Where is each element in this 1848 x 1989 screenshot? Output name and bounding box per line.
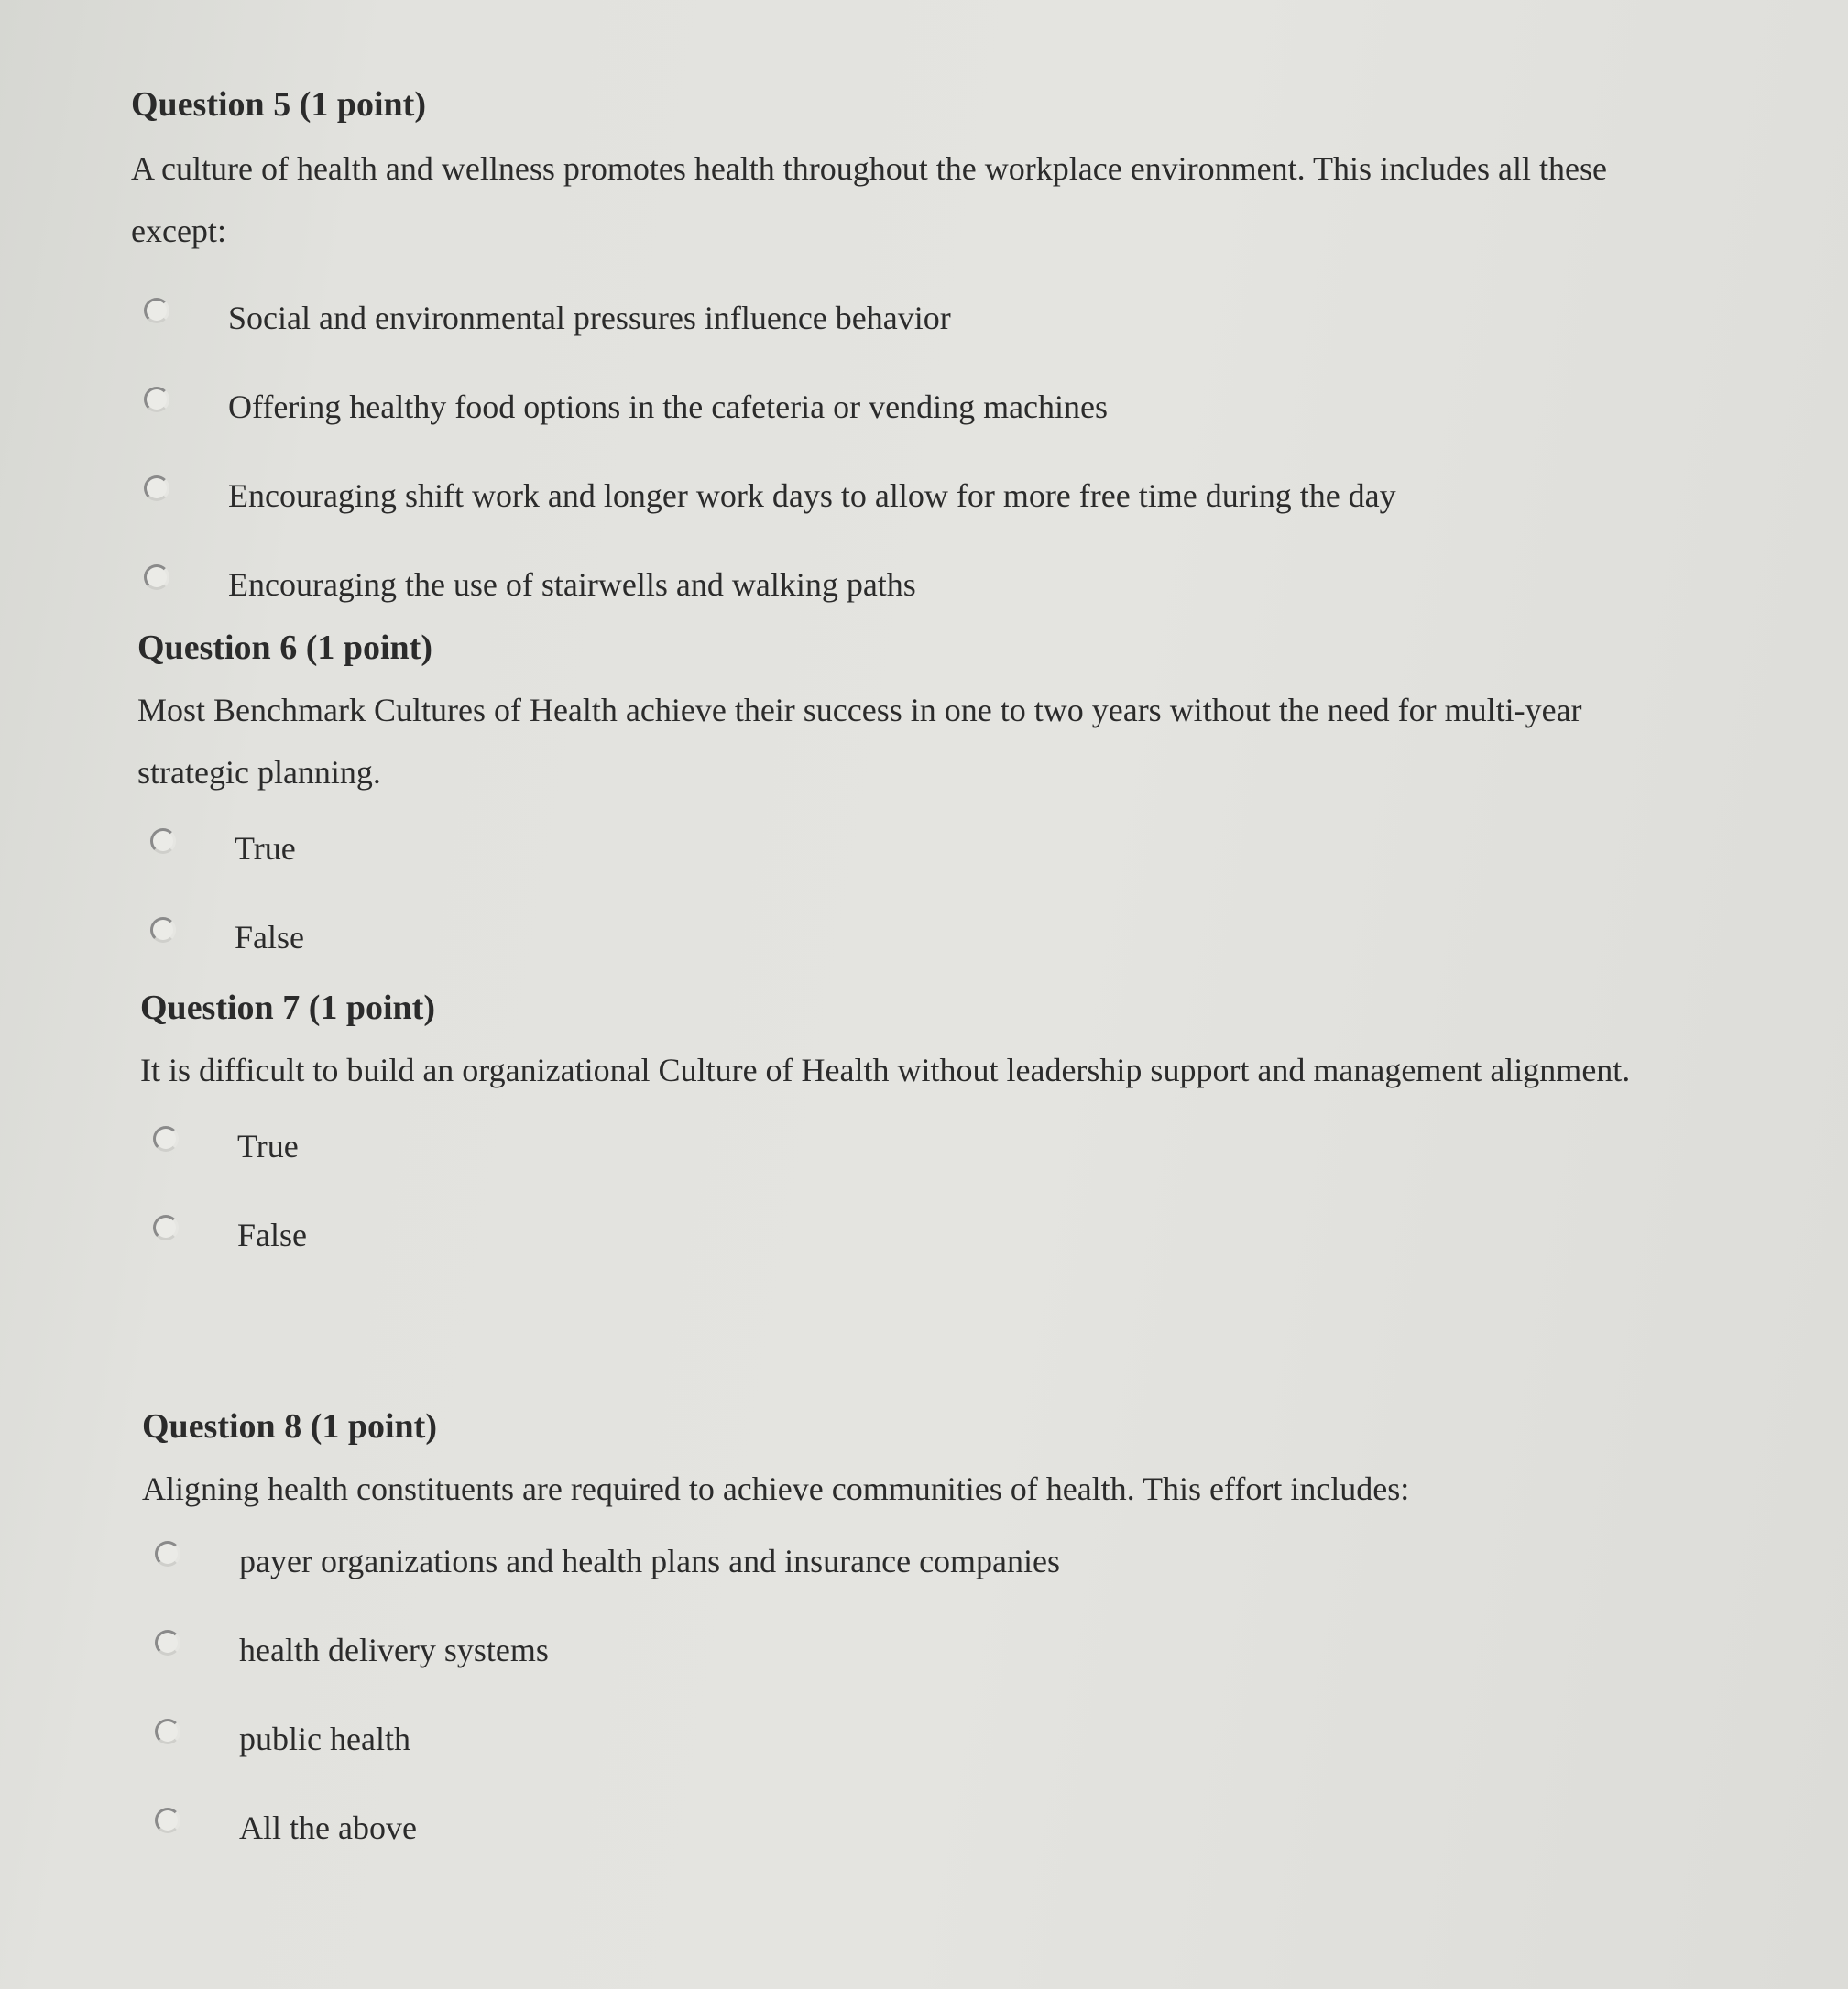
radio-button-icon[interactable] bbox=[150, 828, 176, 854]
radio-button-icon[interactable] bbox=[153, 1126, 179, 1152]
question-number: Question 8 bbox=[142, 1407, 302, 1446]
answer-option[interactable] bbox=[137, 803, 1695, 892]
option-label: False bbox=[237, 1216, 307, 1253]
option-label: False bbox=[235, 918, 304, 956]
option-label: Offering healthy food options in the cafeteria or vending machines bbox=[228, 388, 1109, 425]
question-heading bbox=[142, 1404, 1700, 1448]
question-points: (1 point) bbox=[310, 1407, 437, 1446]
question-heading bbox=[137, 626, 1695, 670]
option-label-start: Encouraging shift work and longer bbox=[228, 476, 696, 514]
question-text: It is difficult to build an organizational Culture of Health without leadership support and management alignment. bbox=[140, 1052, 1631, 1088]
option-label: True bbox=[235, 829, 296, 867]
radio-button-icon[interactable] bbox=[144, 475, 169, 501]
work-days-link[interactable]: work days bbox=[695, 476, 833, 514]
question-8 bbox=[142, 1404, 1700, 1872]
question-heading bbox=[131, 82, 1689, 126]
option-label: True bbox=[237, 1127, 299, 1164]
radio-button-icon[interactable] bbox=[155, 1719, 180, 1744]
answer-option[interactable] bbox=[142, 1605, 1700, 1694]
question-6 bbox=[137, 626, 1695, 981]
answer-option[interactable] bbox=[142, 1516, 1700, 1605]
answer-option[interactable] bbox=[140, 1190, 1698, 1279]
option-label: Social and environmental pressures influence behavior bbox=[228, 299, 951, 336]
option-label: All the above bbox=[239, 1809, 417, 1846]
option-label: payer organizations and health plans and insurance companies bbox=[239, 1542, 1061, 1579]
answer-option[interactable] bbox=[142, 1694, 1700, 1783]
question-text: Aligning health constituents are required to achieve communities of health. This effort includes: bbox=[142, 1470, 1410, 1507]
answer-option[interactable] bbox=[137, 892, 1695, 981]
question-5 bbox=[131, 82, 1689, 628]
question-number: Question 7 bbox=[140, 989, 301, 1027]
answer-option[interactable] bbox=[142, 1783, 1700, 1872]
question-points: (1 point) bbox=[305, 628, 432, 667]
answer-option[interactable] bbox=[131, 451, 1689, 540]
question-number: Question 5 bbox=[131, 85, 291, 124]
answer-option[interactable] bbox=[131, 273, 1689, 362]
answer-option[interactable] bbox=[131, 362, 1689, 451]
question-points: (1 point) bbox=[308, 989, 435, 1027]
radio-button-icon[interactable] bbox=[144, 387, 169, 412]
question-points: (1 point) bbox=[299, 85, 426, 124]
option-label: Encouraging the use of stairwells and walking paths bbox=[228, 565, 916, 603]
option-label: public health bbox=[239, 1720, 410, 1757]
radio-button-icon[interactable] bbox=[155, 1541, 180, 1567]
radio-button-icon[interactable] bbox=[155, 1630, 180, 1656]
question-text: Most Benchmark Cultures of Health achieve their success in one to two years without the need for multi-year strategic planning. bbox=[137, 692, 1582, 791]
radio-button-icon[interactable] bbox=[155, 1808, 180, 1833]
radio-button-icon[interactable] bbox=[150, 917, 176, 943]
answer-option[interactable] bbox=[140, 1101, 1698, 1190]
answer-option[interactable] bbox=[131, 540, 1689, 628]
answer-options bbox=[137, 803, 1695, 981]
option-label-end: to allow for more free time during the day bbox=[832, 476, 1396, 514]
answer-options bbox=[142, 1516, 1700, 1872]
answer-options bbox=[140, 1101, 1698, 1279]
question-text: A culture of health and wellness promotes health throughout the workplace environment. This includes all these except: bbox=[131, 150, 1607, 249]
radio-button-icon[interactable] bbox=[153, 1215, 179, 1240]
radio-button-icon[interactable] bbox=[144, 298, 169, 323]
option-label: health delivery systems bbox=[239, 1631, 549, 1668]
answer-options bbox=[131, 273, 1689, 628]
question-heading bbox=[140, 986, 1698, 1030]
radio-button-icon[interactable] bbox=[144, 564, 169, 590]
question-7 bbox=[140, 986, 1698, 1279]
question-number: Question 6 bbox=[137, 628, 298, 667]
option-label bbox=[228, 476, 1396, 515]
